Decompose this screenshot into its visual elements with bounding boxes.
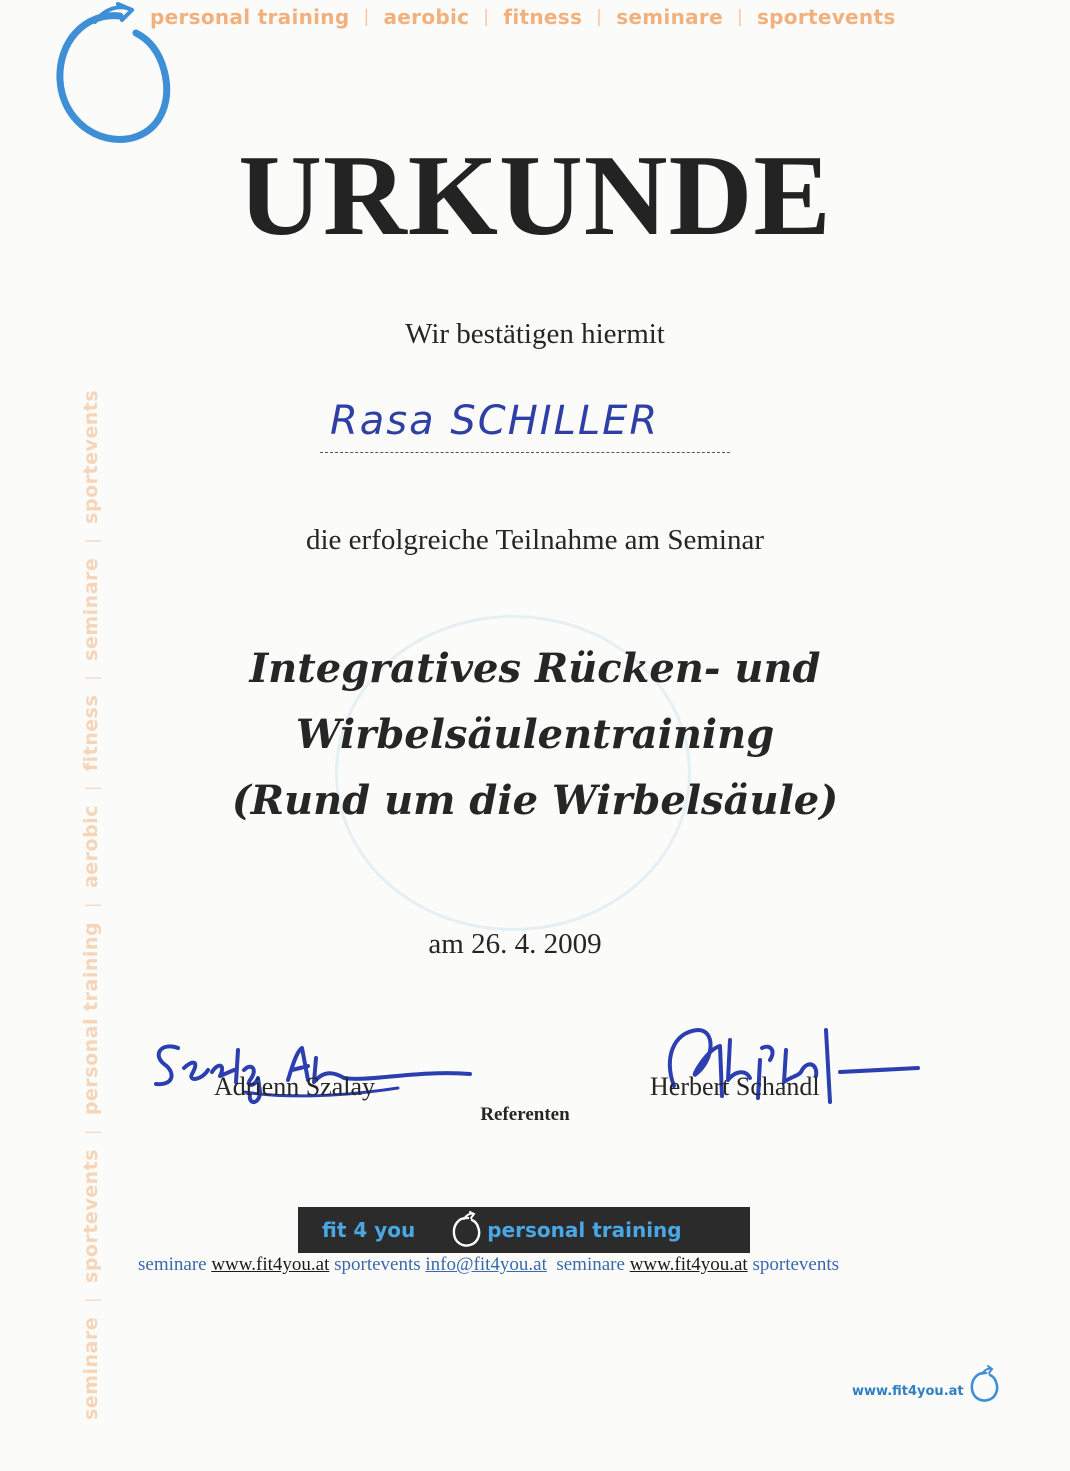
participation-text: die erfolgreiche Teilnahme am Seminar xyxy=(305,524,765,556)
seminar-date: am 26. 4. 2009 xyxy=(428,928,602,960)
confirm-text: Wir bestätigen hiermit xyxy=(405,318,665,350)
footer-links xyxy=(138,1254,938,1276)
nav-item-seminare: seminare xyxy=(616,5,723,29)
side-nav-item: sportevents xyxy=(80,389,102,524)
nav-separator: | xyxy=(736,7,743,27)
side-nav-separator: | xyxy=(81,674,101,681)
nav-separator: | xyxy=(363,7,370,27)
footer-website-link[interactable]: www.fit4you.at xyxy=(629,1254,748,1275)
small-ring-logo-icon xyxy=(968,1364,1002,1404)
bottom-logo-url: www.fit4you.at xyxy=(852,1384,964,1399)
brand-banner xyxy=(298,1207,750,1253)
footer-text: seminare xyxy=(138,1254,207,1275)
side-nav-separator: | xyxy=(81,537,101,544)
side-nav-separator: | xyxy=(81,1296,101,1303)
footer-text: seminare xyxy=(556,1254,625,1275)
name-dotted-line xyxy=(320,452,730,453)
footer-website-link[interactable]: www.fit4you.at xyxy=(211,1254,330,1275)
nav-item-aerobic: aerobic xyxy=(383,5,470,29)
banner-right-text: personal training xyxy=(487,1218,682,1242)
side-nav-separator: | xyxy=(81,902,101,908)
referee-2-name: Herbert Schandl xyxy=(650,1072,820,1101)
footer-text: sportevents xyxy=(334,1254,421,1275)
referees-label: Referenten xyxy=(480,1104,570,1125)
nav-separator: | xyxy=(483,7,490,27)
footer-email-link[interactable]: info@fit4you.at xyxy=(425,1254,547,1275)
top-nav xyxy=(150,4,970,30)
seminar-title-line-2: Wirbelsäulentraining xyxy=(295,711,775,758)
banner-ring-icon xyxy=(450,1211,484,1249)
footer-text: sportevents xyxy=(752,1254,840,1275)
side-nav-separator: | xyxy=(81,785,101,792)
side-nav-item: personal training xyxy=(80,921,102,1116)
seminar-title-line-3: (Rund um die Wirbelsäule) xyxy=(231,777,839,824)
nav-item-personal-training: personal training xyxy=(150,5,350,29)
side-nav-separator: | xyxy=(81,1129,101,1135)
side-nav-item: sportevents xyxy=(80,1148,102,1283)
nav-item-fitness: fitness xyxy=(503,5,583,29)
side-nav-item: seminare xyxy=(80,1316,102,1420)
side-nav-item: seminare xyxy=(80,557,102,661)
nav-item-sportevents: sportevents xyxy=(756,5,896,29)
side-nav-item: fitness xyxy=(80,694,102,772)
seminar-title-line-1: Integratives Rücken- und xyxy=(249,645,821,692)
participant-name: Rasa SCHILLER xyxy=(330,398,660,444)
nav-separator: | xyxy=(596,7,603,27)
side-nav-item: aerobic xyxy=(80,805,102,889)
certificate-title: URKUNDE xyxy=(238,132,832,260)
banner-left-text: fit 4 you xyxy=(322,1218,416,1242)
seminar-title xyxy=(0,636,1070,834)
referee-1-name: Adrienn Szalay xyxy=(214,1072,376,1101)
